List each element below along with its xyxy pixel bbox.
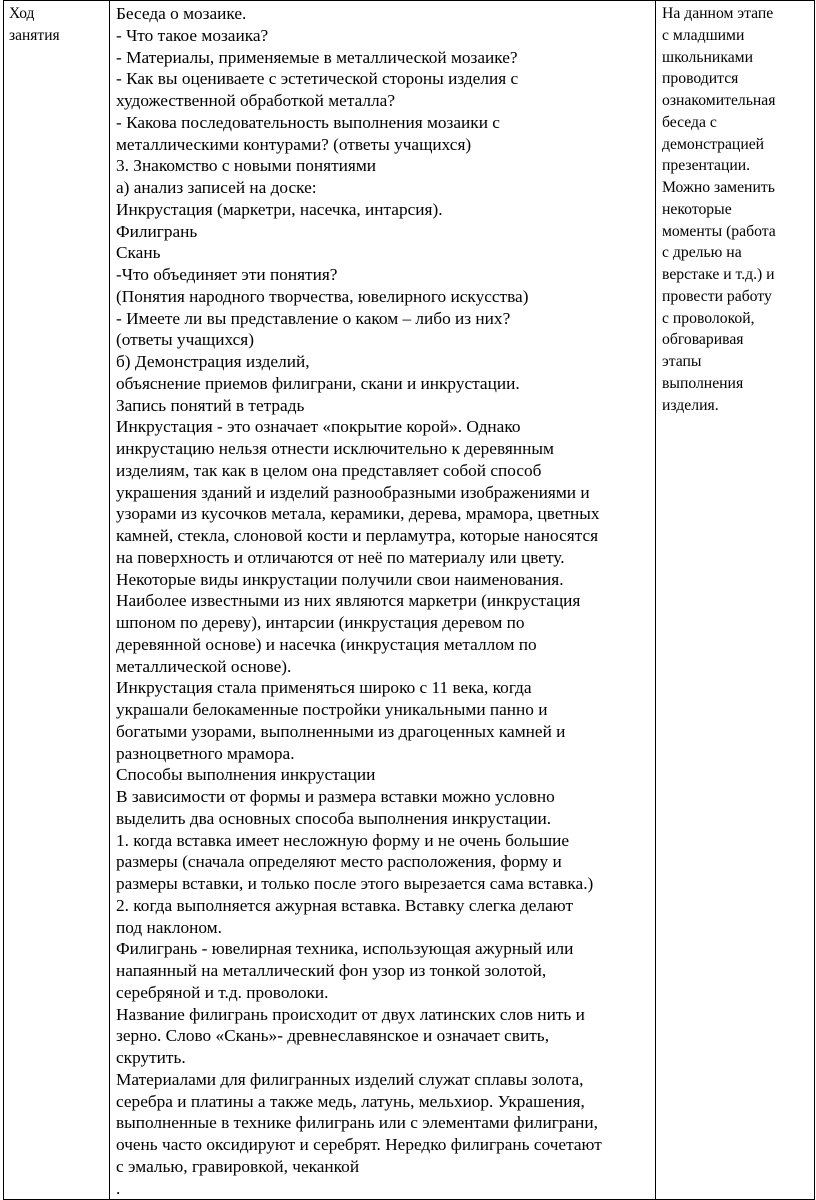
content-line: узорами из кусочков метала, керамики, дерева, мрамора, цветных bbox=[116, 504, 600, 524]
note-line: моменты (работа bbox=[662, 222, 776, 240]
note-line: провести работу bbox=[662, 287, 772, 305]
lesson-content-text bbox=[110, 1, 655, 1199]
content-line: очень часто оксидируют и серебрят. Нередко филигрань сочетают bbox=[116, 1135, 602, 1154]
content-line: скрутить. bbox=[116, 1048, 186, 1067]
content-line: . bbox=[116, 1178, 121, 1198]
content-line: объяснение приемов филиграни, скани и инкрустации. bbox=[116, 373, 520, 393]
note-line: с дрелью на bbox=[662, 244, 742, 262]
content-line: Филигрань bbox=[116, 221, 198, 241]
note-line: обговаривая bbox=[662, 331, 744, 349]
content-line: серебряной и т.д. проволоки. bbox=[116, 982, 329, 1002]
content-line: камней, стекла, слоновой кости и перламутра, которые наносятся bbox=[116, 526, 599, 545]
content-line: Наиболее известными из них являются маркетри (инкрустация bbox=[116, 591, 581, 611]
content-line: украшали белокаменные постройки уникальными панно и bbox=[116, 700, 548, 719]
note-line: На данном этапе bbox=[662, 5, 774, 22]
content-line: Инкрустация (маркетри, насечка, интарсия). bbox=[116, 199, 443, 219]
content-line: деревянной основе) и насечка (инкрустация металлом по bbox=[116, 634, 537, 654]
content-line: богатыми узорами, выполненными из драгоценных камней и bbox=[116, 721, 566, 741]
content-line: напаянный на металлический фон узор из тонкой золотой, bbox=[116, 961, 547, 980]
stage-header-text bbox=[4, 1, 109, 46]
content-line: - Как вы оцениваете с эстетической стороны изделия с bbox=[116, 69, 519, 89]
teacher-note-text bbox=[656, 1, 814, 416]
content-line: Скань bbox=[116, 243, 161, 263]
content-line: - Что такое мозаика? bbox=[116, 25, 269, 45]
content-line: металлическими контурами? (ответы учащихся) bbox=[116, 134, 472, 154]
lesson-plan-table bbox=[3, 0, 815, 1200]
note-line: некоторые bbox=[662, 200, 732, 218]
content-line: 2. когда выполняется ажурная вставка. Вставку слегка делают bbox=[116, 895, 573, 915]
note-line: презентации. bbox=[662, 157, 751, 175]
note-line: демонстрацией bbox=[662, 135, 765, 153]
content-line: - Какова последовательность выполнения мозаики с bbox=[116, 112, 500, 132]
content-line: Некоторые виды инкрустации получили свои наименования. bbox=[116, 569, 564, 589]
content-line: - Материалы, применяемые в металлической мозаике? bbox=[116, 47, 518, 67]
note-line: с младшими bbox=[662, 26, 745, 44]
content-line: на поверхность и отличаются от неё по материалу или цвету. bbox=[116, 547, 565, 567]
content-line: (Понятия народного творчества, ювелирного искусства) bbox=[116, 286, 529, 306]
note-line: беседа с bbox=[662, 113, 717, 131]
note-line: верстаке и т.д.) и bbox=[662, 266, 775, 283]
content-line: металлической основе). bbox=[116, 656, 292, 676]
lesson-content-cell bbox=[110, 1, 656, 1200]
content-line: Запись понятий в тетрадь bbox=[116, 395, 305, 415]
note-line: ознакомительная bbox=[662, 92, 776, 109]
content-line: художественной обработкой металла? bbox=[116, 91, 396, 110]
note-line: проводится bbox=[662, 70, 739, 88]
content-line: с эмалью, гравировкой, чеканкой bbox=[116, 1156, 360, 1176]
content-line: зерно. Слово «Скань»- древнеславянское и означает свить, bbox=[116, 1026, 550, 1046]
content-line: украшения зданий и изделий разнообразными изображениями и bbox=[116, 482, 590, 502]
note-line: школьниками bbox=[662, 48, 753, 66]
content-line: 1. когда вставка имеет несложную форму и не очень большие bbox=[116, 830, 570, 850]
stage-header-cell bbox=[4, 1, 110, 1200]
content-line: б) Демонстрация изделий, bbox=[116, 352, 310, 371]
content-line: размеры вставки, и только после этого вырезается сама вставка.) bbox=[116, 874, 594, 893]
content-line: Название филигрань происходит от двух латинских слов нить и bbox=[116, 1004, 585, 1024]
content-line: -Что объединяет эти понятия? bbox=[116, 265, 338, 284]
content-line: Инкрустация стала применяться широко с 11 века, когда bbox=[116, 678, 532, 698]
note-line: Можно заменить bbox=[662, 179, 775, 196]
stage-header-line: Ход bbox=[9, 5, 35, 22]
content-line: 3. Знакомство с новыми понятиями bbox=[116, 156, 377, 176]
content-line: Материалами для филигранных изделий служат сплавы золота, bbox=[116, 1069, 584, 1089]
teacher-note-cell bbox=[656, 1, 815, 1200]
content-line: Филигрань - ювелирная техника, использующая ажурный или bbox=[116, 939, 574, 959]
note-line: с проволокой, bbox=[662, 309, 755, 327]
content-line: разноцветного мрамора. bbox=[116, 743, 295, 763]
content-line: Способы выполнения инкрустации bbox=[116, 765, 376, 785]
content-line: Инкрустация - это означает «покрытие корой». Однако bbox=[116, 417, 521, 437]
stage-header-line: занятия bbox=[9, 26, 60, 44]
content-line: выделить два основных способа выполнения инкрустации. bbox=[116, 808, 552, 828]
content-line: серебра и платины а также медь, латунь, мельхиор. Украшения, bbox=[116, 1091, 585, 1111]
content-line: - Имеете ли вы представление о каком – либо из них? bbox=[116, 308, 511, 328]
content-line: инкрустацию нельзя отнести исключительно к деревянным bbox=[116, 439, 554, 458]
content-line: В зависимости от формы и размера вставки можно условно bbox=[116, 787, 555, 806]
content-line: размеры (сначала определяют место расположения, форму и bbox=[116, 852, 562, 872]
note-line: выполнения bbox=[662, 374, 744, 392]
content-line: (ответы учащихся) bbox=[116, 330, 255, 350]
table-row bbox=[4, 1, 815, 1200]
content-line: под наклоном. bbox=[116, 917, 222, 937]
content-line: изделиям, так как в целом она представляет собой способ bbox=[116, 460, 542, 480]
note-line: изделия. bbox=[662, 396, 719, 414]
content-line: выполненные в технике филигрань или с элементами филиграни, bbox=[116, 1113, 598, 1133]
note-line: этапы bbox=[662, 353, 702, 370]
content-line: шпоном по дереву), интарсии (инкрустация деревом по bbox=[116, 613, 525, 632]
content-line: Беседа о мозаике. bbox=[116, 4, 247, 23]
content-line: а) анализ записей на доске: bbox=[116, 178, 317, 197]
